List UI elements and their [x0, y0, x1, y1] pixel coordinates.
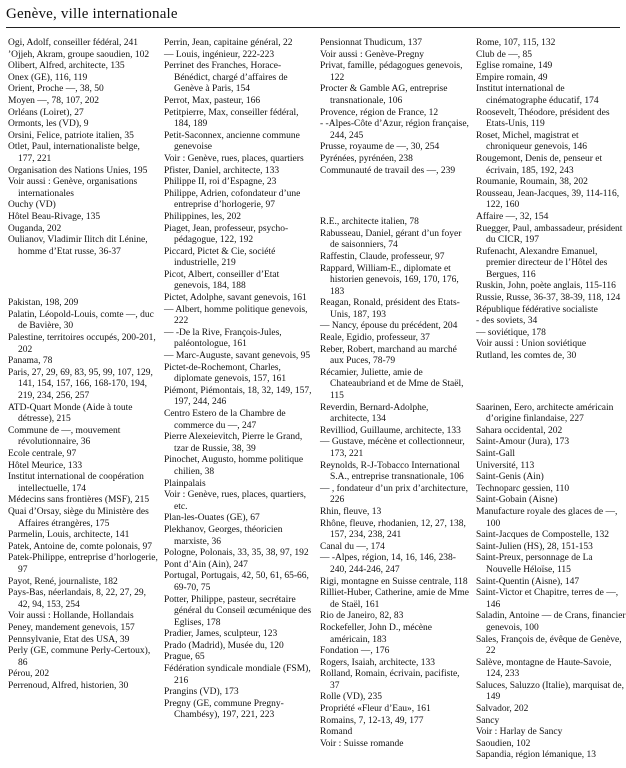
index-entry: Pakistan, 198, 209: [8, 298, 79, 309]
index-entry: Perly (GE, commune Perly-Certoux), 86: [8, 646, 151, 668]
index-entry: Reale, Egidio, professeur, 37: [320, 333, 430, 344]
index-entry: Club de —, 85: [476, 49, 532, 60]
index-entry: Fédération syndicale mondiale (FSM), 216: [164, 664, 311, 686]
index-entry: Manufacture royale des glaces de —, 100: [476, 506, 618, 529]
index-entry: Empire romain, 49: [476, 72, 548, 83]
index-entry: Prado (Madrid), Musée du, 120: [164, 640, 284, 651]
index-entry: ’Ojjeh, Akram, groupe saoudien, 102: [8, 49, 150, 60]
index-entry: Romand: [320, 727, 353, 738]
page-header: [6, 5, 620, 28]
index-entry: Philippe, Adrien, cofondateur d’une entreprise d’horlogerie, 97: [164, 188, 301, 211]
index-entry: République fédérative socialiste: [476, 304, 598, 315]
index-entry: Reynolds, R-J-Tobacco International S.A., entreprise transnationale, 106: [320, 460, 464, 483]
index-entry: Raffestin, Claude, professeur, 97: [320, 251, 445, 262]
index-entry: Olibert, Alfred, architecte, 135: [8, 61, 125, 72]
index-entry: Saint-Victor et Chapitre, terres de —, 146: [476, 588, 619, 610]
index-entry: Hôtel Meurice, 133: [8, 460, 83, 471]
index-entry: Provence, région de France, 12: [320, 107, 439, 118]
index-entry: Rio de Janeiro, 82, 83: [320, 611, 404, 622]
index-entry: Plainpalais: [164, 478, 206, 489]
index-entry: Affaire —, 32, 154: [476, 211, 549, 222]
index-entry: Potter, Philippe, pasteur, secrétaire général du Conseil œcuménique des Eglises, 178: [164, 594, 312, 628]
index-entry: Organisation des Nations Unies, 195: [8, 165, 148, 176]
index-entry: Pradier, James, sculpteur, 123: [164, 629, 278, 640]
index-entry: Palestine, territoires occupés, 200-201, 202: [8, 333, 156, 355]
index-entry: Voir : Genève, rues, places, quartiers: [164, 153, 304, 164]
index-entry: Salvador, 202: [476, 704, 529, 715]
index-entry: Ouganda, 202: [8, 223, 62, 234]
index-entry: Salève, montagne de Haute-Savoie, 124, 233: [476, 657, 612, 680]
index-entry: — , fondateur d’un prix d’architecture, 226: [320, 483, 468, 506]
index-entry: Pologne, Polonais, 33, 35, 38, 97, 192: [164, 548, 309, 559]
index-entry: Parmelin, Louis, architecte, 141: [8, 530, 130, 541]
index-entry: Moyen —, 78, 107, 202: [8, 95, 100, 106]
index-entry: Pérou, 202: [8, 669, 50, 680]
index-entry: — Albert, homme politique genevois, 222: [164, 304, 308, 327]
index-entry: Otlet, Paul, internationaliste belge, 177, 221: [8, 142, 140, 164]
index-entry: Peney, mandement genevois, 157: [8, 622, 135, 633]
index-entry: Pensionnat Thudicum, 137: [320, 38, 422, 48]
index-entry: Voir aussi : Hollande, Hollandais: [8, 611, 134, 622]
index-entry: Patek-Philippe, entreprise d’horlogerie, 97: [8, 553, 158, 575]
index-entry: — Marc-Auguste, savant genevois, 95: [164, 351, 311, 362]
index-entry: Ormonts, les (VD), 9: [8, 119, 89, 130]
index-entry: Pinochet, Augusto, homme politique chilien, 38: [164, 455, 304, 477]
index-entry: Saint-Gobain (Aisne): [476, 495, 558, 506]
index-entry: Portugal, Portugais, 42, 50, 61, 65-66, 69-70, 75: [164, 571, 309, 593]
index-entry: Ogi, Adolf, conseiller fédéral, 241: [8, 38, 139, 48]
index-entry: Revilliod, Guillaume, architecte, 133: [320, 425, 461, 436]
index-entry: Hôtel Beau-Rivage, 135: [8, 211, 101, 222]
index-entry: Perrenoud, Alfred, historien, 30: [8, 680, 129, 691]
index-entry: Saoudien, 102: [476, 738, 531, 749]
index-column-4: [476, 38, 626, 762]
index-entry: Ecole centrale, 97: [8, 449, 77, 459]
index-entry: Rilliet-Huber, Catherine, amie de Mme de Staël, 161: [320, 588, 469, 610]
index-entry: Pyrénées, pyrénéen, 238: [320, 153, 413, 164]
letter-gap: [476, 363, 626, 403]
index-entry: Centro Estero de la Chambre de commerce du —, 247: [164, 409, 286, 431]
index-entry: Voir : Harlay de Sancy: [476, 727, 563, 738]
index-column-1: [8, 38, 158, 692]
index-entry: Prusse, royaume de —, 30, 254: [320, 142, 440, 153]
index-entry: Piémont, Piémontais, 18, 32, 149, 157, 197, 244, 246: [164, 385, 312, 408]
index-entry: Onex (GE), 116, 119: [8, 72, 88, 83]
index-entry: Saint-Quentin (Aisne), 147: [476, 576, 580, 587]
index-entry: Eglise romaine, 149: [476, 61, 553, 72]
index-entry: Sales, François de, évêque de Genève, 22: [476, 634, 622, 657]
index-entry: Oulianov, Vladimir Ilitch dit Lénine, homme d’Etat russe, 36-37: [8, 235, 148, 257]
index-entry: Saint-Genis (Ain): [476, 472, 544, 483]
index-entry: Orient, Proche —, 38, 50: [8, 84, 104, 95]
index-entry: Roset, Michel, magistrat et chroniqueur genevois, 146: [476, 130, 588, 153]
index-entry: Saint-Amour (Jura), 173: [476, 437, 570, 448]
index-entry: Rockefeller, John D., mécène américain, 183: [320, 622, 432, 645]
index-entry: Roumanie, Roumain, 38, 202: [476, 177, 588, 188]
index-entry: Reagan, Ronald, président des Etats-Unis, 187, 193: [320, 298, 460, 320]
index-entry: — -De la Rive, François-Jules, paléontologue, 161: [164, 327, 282, 350]
index-entry: Plan-les-Ouates (GE), 67: [164, 513, 260, 524]
index-entry: Pictet-de-Rochemont, Charles, diplomate genevois, 157, 161: [164, 362, 287, 385]
index-entry: Université, 113: [476, 460, 535, 471]
index-entry: Pfister, Daniel, architecte, 133: [164, 165, 280, 176]
index-entry: Romains, 7, 12-13, 49, 177: [320, 715, 424, 726]
index-entry: Russie, Russe, 36-37, 38-39, 118, 124: [476, 293, 621, 304]
index-entry: Rappard, William-E., diplomate et historien genevois, 169, 170, 176, 183: [320, 263, 459, 297]
index-entry: Canal du —, 174: [320, 541, 385, 552]
index-entry: Ruegger, Paul, ambassadeur, président du CICR, 197: [476, 223, 623, 246]
index-entry: Voir aussi : Union soviétique: [476, 339, 587, 350]
index-entry: Orléans (Loiret), 27: [8, 107, 84, 118]
index-entry: — Nancy, épouse du précédent, 204: [320, 321, 458, 332]
index-entry: Prangins (VD), 173: [164, 687, 239, 698]
index-entry: Rabusseau, Daniel, gérant d’un foyer de saisonniers, 74: [320, 228, 462, 251]
index-entry: Communauté de travail des —, 239: [320, 165, 456, 176]
index-entry: Technoparc gessien, 110: [476, 483, 570, 494]
page-title: Genève, ville internationale: [6, 6, 178, 22]
index-column-2: [164, 38, 314, 722]
letter-gap: [320, 177, 470, 217]
index-entry: Institut international de coopération intellectuelle, 174: [8, 472, 144, 494]
index-entry: Paris, 27, 29, 69, 83, 95, 99, 107, 129, 141, 154, 157, 166, 168-170, 194, 219, 234, 256, 257: [8, 367, 153, 402]
index-entry: Perrin, Jean, capitaine général, 22: [164, 38, 293, 48]
index-entry: Saarinen, Eero, architecte américain d’origine finlandaise, 227: [476, 402, 614, 425]
index-entry: Privat, famille, pédagogues genevois, 122: [320, 61, 463, 83]
index-entry: Piaget, Jean, professeur, psycho-pédagogue, 122, 192: [164, 223, 289, 246]
index-entry: Médecins sans frontières (MSF), 215: [8, 495, 150, 506]
index-entry: Sahara occidental, 202: [476, 425, 563, 436]
index-entry: Saluces, Saluzzo (Italie), marquisat de, 149: [476, 680, 624, 703]
index-entry: Saladin, Antoine — de Crans, financier genevois, 100: [476, 611, 626, 633]
index-entry: Voir : Suisse romande: [320, 738, 404, 749]
index-entry: Pays-Bas, néerlandais, 8, 22, 27, 29, 42, 94, 153, 254: [8, 588, 146, 610]
index-entry: Piccard, Pictet & Cie, société industrielle, 219: [164, 246, 276, 269]
index-entry: Pont d’Ain (Ain), 247: [164, 559, 248, 570]
index-entry: Picot, Albert, conseiller d’Etat genevois, 184, 188: [164, 269, 280, 292]
index-entry: — -Alpes, région, 14, 16, 146, 238-240, 244-246, 247: [320, 553, 456, 575]
index-entry: Petitpierre, Max, conseiller fédéral, 184, 189: [164, 107, 299, 130]
index-entry: Rousseau, Jean-Jacques, 39, 114-116, 122, 160: [476, 188, 620, 211]
index-entry: Institut international de cinématographe éducatif, 174: [476, 84, 599, 106]
index-entry: Roosevelt, Théodore, président des Etats-Unis, 119: [476, 107, 610, 130]
index-entry: Rhin, fleuve, 13: [320, 506, 382, 517]
index-entry: Philippines, les, 202: [164, 211, 242, 222]
index-entry: Saint-Julien (HS), 28, 151-153: [476, 541, 593, 552]
index-entry: — Gustave, mécène et collectionneur, 173, 221: [320, 437, 465, 459]
index-entry: Plekhanov, Georges, théoricien marxiste, 36: [164, 524, 283, 547]
index-entry: Pregny (GE, commune Pregny-Chambésy), 197, 221, 223: [164, 698, 284, 721]
index-entry: Perrinet des Franches, Horace-Bénédict, chargé d’affaires de Genève à Paris, 154: [164, 61, 288, 95]
index-entry: Sapandia, région lémanique, 13: [476, 750, 597, 761]
index-entry: Reverdin, Bernard-Adolphe, architecte, 134: [320, 402, 429, 425]
index-entry: Voir aussi : Genève, organisations internationales: [8, 177, 138, 199]
index-entry: Rolland, Romain, écrivain, pacifiste, 37: [320, 669, 460, 691]
index-entry: Fondation —, 176: [320, 646, 390, 657]
index-entry: - -Alpes-Côte d’Azur, région française, 244, 245: [320, 119, 469, 141]
index-entry: Voir aussi : Genève-Pregny: [320, 49, 425, 60]
index-entry: Procter & Gamble AG, entreprise transnationale, 106: [320, 84, 448, 106]
index-entry: Orsini, Felice, patriote italien, 35: [8, 130, 134, 141]
index-entry: Récamier, Juliette, amie de Chateaubriand et de Mme de Staël, 115: [320, 367, 464, 402]
index-entry: Rufenacht, Alexandre Emanuel, premier directeur de l’Hôtel des Bergues, 116: [476, 246, 608, 280]
index-entry: Saint-Gall: [476, 449, 516, 459]
index-entry: Pictet, Adolphe, savant genevois, 161: [164, 293, 307, 304]
index-entry: Reber, Robert, marchand au marché aux Puces, 78-79: [320, 344, 457, 367]
index-entry: Rhône, fleuve, rhodanien, 12, 27, 138, 157, 234, 238, 241: [320, 518, 466, 541]
index-entry: Rolle (VD), 235: [320, 692, 383, 703]
index-entry: Palatin, Léopold-Louis, comte —, duc de Bavière, 30: [8, 309, 154, 332]
index-entry: Patek, Antoine de, comte polonais, 97: [8, 541, 153, 552]
index-entry: Ouchy (VD): [8, 200, 56, 211]
index-entry: Petit-Saconnex, ancienne commune genevoise: [164, 130, 300, 153]
index-entry: Saint-Jacques de Compostelle, 132: [476, 530, 609, 541]
index-entry: — soviétique, 178: [476, 327, 546, 338]
index-entry: Ruskin, John, poète anglais, 115-116: [476, 281, 616, 292]
index-entry: — Louis, ingénieur, 222-223: [164, 49, 275, 60]
index-entry: Sancy: [476, 715, 500, 726]
index-entry: Rutland, les comtes de, 30: [476, 351, 577, 362]
index-entry: Pierre Alexeievitch, Pierre le Grand, tzar de Russie, 38, 39: [164, 432, 303, 454]
index-entry: ATD-Quart Monde (Aide à toute détresse), 215: [8, 402, 133, 425]
index-column-3: [320, 38, 470, 750]
index-entry: Rome, 107, 115, 132: [476, 38, 556, 48]
index-entry: Payot, René, journaliste, 182: [8, 576, 118, 587]
index-entry: Quai d’Orsay, siège du Ministère des Affaires étrangères, 175: [8, 506, 149, 529]
index-entry: Panama, 78: [8, 356, 53, 367]
index-entry: Pennsylvanie, Etat des USA, 39: [8, 634, 130, 645]
letter-gap: [8, 258, 158, 298]
index-entry: Prague, 65: [164, 652, 205, 663]
index-entry: Commune de —, mouvement révolutionnaire, 36: [8, 425, 121, 448]
index-entry: Rogers, Isaiah, architecte, 133: [320, 657, 436, 668]
index-entry: Propriété «Fleur d’Eau», 161: [320, 704, 431, 715]
index-entry: Perrot, Max, pasteur, 166: [164, 95, 261, 106]
index-entry: Saint-Preux, personnage de La Nouvelle Héloïse, 115: [476, 553, 593, 575]
index-entry: Rougemont, Denis de, penseur et écrivain, 185, 192, 243: [476, 153, 603, 176]
index-entry: R.E., architecte italien, 78: [320, 217, 419, 228]
index-entry: Voir : Genève, rues, places, quartiers, etc.: [164, 490, 307, 512]
index-entry: - des soviets, 34: [476, 316, 538, 327]
index-entry: Rigi, montagne en Suisse centrale, 118: [320, 576, 468, 587]
index-entry: Philippe II, roi d’Espagne, 23: [164, 177, 277, 188]
